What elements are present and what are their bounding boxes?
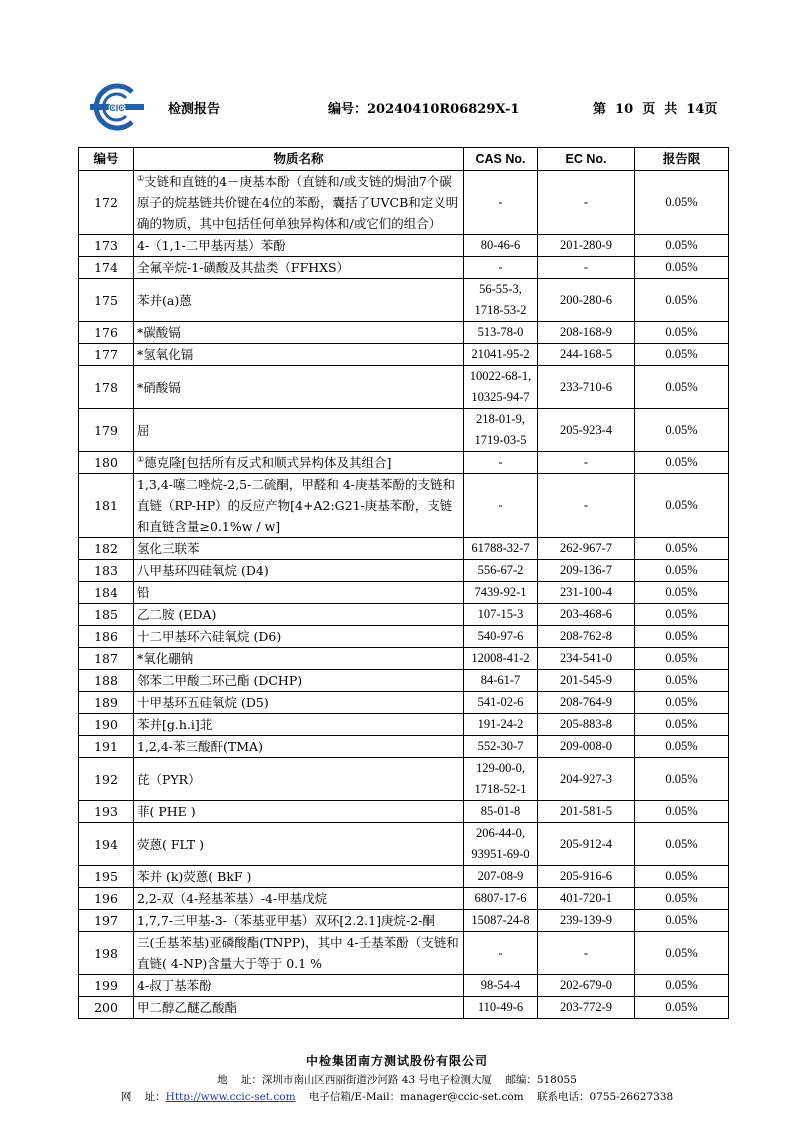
- row-number: 198: [79, 932, 134, 975]
- report-limit: 0.05%: [635, 997, 729, 1019]
- ec-number: 208-168-9: [538, 322, 635, 344]
- table-row: [79, 736, 729, 758]
- report-limit: 0.05%: [635, 235, 729, 257]
- row-number: 180: [79, 452, 134, 474]
- footer-address: 地 址：深圳市南山区西丽街道沙河路 43 号电子检测大厦 邮编：518055: [217, 1074, 577, 1086]
- page-footer: [0, 1052, 794, 1104]
- substance-name-cell: [134, 714, 464, 736]
- cas-number: -: [464, 932, 538, 975]
- table-row: [79, 648, 729, 670]
- row-number: 188: [79, 670, 134, 692]
- substance-name-cell: [134, 474, 464, 538]
- substance-name: 十二甲基环六硅氧烷 (D6): [137, 629, 282, 644]
- table-row: [79, 560, 729, 582]
- substance-name: 八甲基环四硅氧烷 (D4): [137, 563, 269, 578]
- ec-number: 201-545-9: [538, 670, 635, 692]
- substance-name: 1,3,4-噻二唑烷-2,5-二硫酮，甲醛和 4-庚基苯酚的支链和直链（RP-HP）的反应产物[4+A2:G21-庚基苯酚，支链和直链含量≥0.1%w / w]: [137, 477, 456, 534]
- report-limit: 0.05%: [635, 888, 729, 910]
- ec-number: 205-912-4: [538, 823, 635, 866]
- table-header-row: [79, 148, 729, 171]
- cas-number: 107-15-3: [464, 604, 538, 626]
- row-number: 176: [79, 322, 134, 344]
- ec-number: 205-883-8: [538, 714, 635, 736]
- report-limit: 0.05%: [635, 823, 729, 866]
- substance-name-cell: [134, 344, 464, 366]
- substance-name-cell: [134, 910, 464, 932]
- table-row: [79, 171, 729, 235]
- row-number: 183: [79, 560, 134, 582]
- cas-number: 85-01-8: [464, 801, 538, 823]
- cas-number: 56-55-3, 1718-53-2: [464, 279, 538, 322]
- table-row: [79, 257, 729, 279]
- table-row: [79, 975, 729, 997]
- table-row: [79, 670, 729, 692]
- report-limit: 0.05%: [635, 474, 729, 538]
- report-limit: 0.05%: [635, 604, 729, 626]
- column-header-no: 编号: [79, 148, 134, 171]
- cas-number: 556-67-2: [464, 560, 538, 582]
- table-row: [79, 344, 729, 366]
- substance-name: 1,2,4-苯三酸酐(TMA): [137, 739, 263, 754]
- ec-number: 208-764-9: [538, 692, 635, 714]
- ec-number: 233-710-6: [538, 366, 635, 409]
- cas-number: 552-30-7: [464, 736, 538, 758]
- row-number: 195: [79, 866, 134, 888]
- footer-company: 中检集团南方测试股份有限公司: [305, 1054, 488, 1068]
- report-limit: 0.05%: [635, 322, 729, 344]
- row-number: 182: [79, 538, 134, 560]
- substance-name: 1,7,7-三甲基-3-（苯基亚甲基）双环[2.2.1]庚烷-2-酮: [137, 913, 435, 928]
- ec-number: 204-927-3: [538, 758, 635, 801]
- row-number: 179: [79, 409, 134, 452]
- footer-contact: 电子信箱/E-Mail：manager@ccic-set.com 联系电话：0755-26627338: [308, 1091, 674, 1103]
- substance-name-cell: [134, 866, 464, 888]
- substance-name-cell: [134, 648, 464, 670]
- table-row: [79, 582, 729, 604]
- row-number: 175: [79, 279, 134, 322]
- cic-logo: [88, 82, 150, 132]
- report-limit: 0.05%: [635, 736, 729, 758]
- ec-number: 202-679-0: [538, 975, 635, 997]
- row-number: 189: [79, 692, 134, 714]
- report-limit: 0.05%: [635, 560, 729, 582]
- table-row: [79, 714, 729, 736]
- table-row: [79, 604, 729, 626]
- substance-name-cell: [134, 801, 464, 823]
- substance-table: [78, 147, 729, 1019]
- table-row: [79, 538, 729, 560]
- substance-name-cell: [134, 409, 464, 452]
- ec-number: -: [538, 932, 635, 975]
- cas-number: 541-02-6: [464, 692, 538, 714]
- report-limit: 0.05%: [635, 975, 729, 997]
- cas-number: -: [464, 474, 538, 538]
- row-number: 190: [79, 714, 134, 736]
- page-header: [88, 82, 728, 130]
- substance-name-cell: [134, 888, 464, 910]
- ec-number: 262-967-7: [538, 538, 635, 560]
- substance-name: 氢化三联苯: [137, 541, 200, 556]
- ec-number: 201-280-9: [538, 235, 635, 257]
- row-number: 196: [79, 888, 134, 910]
- report-limit: 0.05%: [635, 670, 729, 692]
- report-limit: 0.05%: [635, 409, 729, 452]
- column-header-limit: 报告限: [635, 148, 729, 171]
- substance-name: 荧蒽( FLT ): [137, 836, 204, 852]
- ec-number: 205-916-6: [538, 866, 635, 888]
- ec-number: 401-720-1: [538, 888, 635, 910]
- substance-name: 屈: [137, 422, 150, 438]
- table-row: [79, 452, 729, 474]
- ec-number: -: [538, 171, 635, 235]
- substance-name-cell: [134, 582, 464, 604]
- table-body: [79, 171, 729, 1019]
- substance-name-cell: [134, 257, 464, 279]
- table-row: [79, 866, 729, 888]
- substance-name-cell: [134, 171, 464, 235]
- row-number: 177: [79, 344, 134, 366]
- substance-name: 菲( PHE ): [137, 804, 196, 819]
- substance-name: 苯并 (k)荧蒽( BkF ): [137, 869, 252, 884]
- substance-name: 甲二醇乙醚乙酸酯: [137, 1000, 238, 1015]
- ec-number: 231-100-4: [538, 582, 635, 604]
- table-row: [79, 823, 729, 866]
- ec-number: 208-762-8: [538, 626, 635, 648]
- substance-name: 邻苯二甲酸二环己酯 (DCHP): [137, 673, 303, 688]
- table-row: [79, 692, 729, 714]
- ec-number: 201-581-5: [538, 801, 635, 823]
- footer-web-label: 网 址：: [120, 1091, 166, 1103]
- substance-name: *氢氧化镉: [137, 347, 194, 362]
- substance-name-cell: [134, 975, 464, 997]
- cas-number: 12008-41-2: [464, 648, 538, 670]
- row-number: 173: [79, 235, 134, 257]
- footer-web-line: [0, 1089, 794, 1104]
- column-header-name: 物质名称: [134, 148, 464, 171]
- report-limit: 0.05%: [635, 910, 729, 932]
- substance-name: *氧化硼钠: [137, 651, 194, 666]
- column-header-ec: EC No.: [538, 148, 635, 171]
- row-number: 193: [79, 801, 134, 823]
- cas-number: 84-61-7: [464, 670, 538, 692]
- cas-number: 98-54-4: [464, 975, 538, 997]
- substance-name-cell: [134, 560, 464, 582]
- footer-web-link[interactable]: Http://www.ccic-set.com: [165, 1091, 296, 1103]
- substance-name-cell: [134, 997, 464, 1019]
- ec-number: 203-468-6: [538, 604, 635, 626]
- substance-name: 苯并[g.h.i]苝: [137, 717, 213, 732]
- row-number: 184: [79, 582, 134, 604]
- footnote-marker: ①: [137, 454, 145, 464]
- report-limit: 0.05%: [635, 582, 729, 604]
- ec-number: 205-923-4: [538, 409, 635, 452]
- table-row: [79, 474, 729, 538]
- report-limit: 0.05%: [635, 801, 729, 823]
- table-row: [79, 279, 729, 322]
- cas-number: -: [464, 452, 538, 474]
- table-row: [79, 910, 729, 932]
- substance-name-cell: [134, 932, 464, 975]
- substance-name: 乙二胺 (EDA): [137, 607, 217, 622]
- table-row: [79, 997, 729, 1019]
- cas-number: 6807-17-6: [464, 888, 538, 910]
- ec-number: -: [538, 452, 635, 474]
- table-row: [79, 366, 729, 409]
- cas-number: 15087-24-8: [464, 910, 538, 932]
- cas-number: -: [464, 171, 538, 235]
- row-number: 181: [79, 474, 134, 538]
- substance-name-cell: [134, 279, 464, 322]
- page-indicator: 第 10 页 共 14页: [593, 102, 718, 117]
- table-row: [79, 235, 729, 257]
- substance-name-cell: [134, 670, 464, 692]
- cas-number: 129-00-0, 1718-52-1: [464, 758, 538, 801]
- report-limit: 0.05%: [635, 626, 729, 648]
- report-limit: 0.05%: [635, 692, 729, 714]
- table-row: [79, 409, 729, 452]
- cas-number: -: [464, 257, 538, 279]
- ec-number: 200-280-6: [538, 279, 635, 322]
- cas-number: 218-01-9, 1719-03-5: [464, 409, 538, 452]
- substance-name-cell: [134, 736, 464, 758]
- column-header-cas: CAS No.: [464, 148, 538, 171]
- ec-number: 244-168-5: [538, 344, 635, 366]
- substance-name: 4-（1,1-二甲基丙基）苯酚: [137, 238, 286, 253]
- substance-name-cell: [134, 452, 464, 474]
- substance-name-cell: [134, 626, 464, 648]
- report-limit: 0.05%: [635, 452, 729, 474]
- substance-name-cell: [134, 692, 464, 714]
- substance-name: 4-叔丁基苯酚: [137, 978, 212, 993]
- substance-name: *碳酸镉: [137, 325, 181, 340]
- cas-number: 540-97-6: [464, 626, 538, 648]
- report-limit: 0.05%: [635, 714, 729, 736]
- ec-number: -: [538, 257, 635, 279]
- cas-number: 206-44-0, 93951-69-0: [464, 823, 538, 866]
- report-limit: 0.05%: [635, 758, 729, 801]
- row-number: 197: [79, 910, 134, 932]
- cas-number: 80-46-6: [464, 235, 538, 257]
- cas-number: 7439-92-1: [464, 582, 538, 604]
- substance-name: 三(壬基苯基)亚磷酸酯(TNPP)，其中 4-壬基苯酚（支链和直链( 4-NP)含量大于等于 0.1 %: [137, 935, 459, 971]
- report-limit: 0.05%: [635, 932, 729, 975]
- substance-name: *硝酸镉: [137, 379, 181, 395]
- substance-name: 芘（PYR）: [137, 771, 201, 787]
- table-row: [79, 322, 729, 344]
- substance-name: 2,2-双（4-羟基苯基）-4-甲基戊烷: [137, 891, 328, 906]
- report-limit: 0.05%: [635, 366, 729, 409]
- ec-number: 234-541-0: [538, 648, 635, 670]
- substance-name: 苯并(a)蒽: [137, 292, 192, 308]
- substance-name-cell: [134, 823, 464, 866]
- logo-text: CIC: [109, 103, 125, 113]
- row-number: 186: [79, 626, 134, 648]
- row-number: 194: [79, 823, 134, 866]
- ec-number: 203-772-9: [538, 997, 635, 1019]
- cas-number: 61788-32-7: [464, 538, 538, 560]
- ec-number: 209-008-0: [538, 736, 635, 758]
- report-limit: 0.05%: [635, 866, 729, 888]
- substance-name-cell: [134, 366, 464, 409]
- report-limit: 0.05%: [635, 648, 729, 670]
- row-number: 174: [79, 257, 134, 279]
- report-number: 编号：20240410R06829X-1: [328, 102, 520, 117]
- cas-number: 513-78-0: [464, 322, 538, 344]
- table-row: [79, 801, 729, 823]
- substance-name: 德克隆[包括所有反式和顺式异构体及其组合]: [144, 455, 392, 470]
- report-limit: 0.05%: [635, 171, 729, 235]
- substance-name: 全氟辛烷-1-磺酸及其盐类（FFHXS）: [137, 260, 350, 275]
- row-number: 199: [79, 975, 134, 997]
- substance-name-cell: [134, 758, 464, 801]
- substance-name-cell: [134, 604, 464, 626]
- table-row: [79, 758, 729, 801]
- cas-number: 10022-68-1, 10325-94-7: [464, 366, 538, 409]
- ec-number: -: [538, 474, 635, 538]
- substance-name-cell: [134, 538, 464, 560]
- report-limit: 0.05%: [635, 279, 729, 322]
- row-number: 191: [79, 736, 134, 758]
- cas-number: 110-49-6: [464, 997, 538, 1019]
- substance-name: 十甲基环五硅氧烷 (D5): [137, 695, 269, 710]
- row-number: 185: [79, 604, 134, 626]
- report-limit: 0.05%: [635, 257, 729, 279]
- cas-number: 21041-95-2: [464, 344, 538, 366]
- cas-number: 191-24-2: [464, 714, 538, 736]
- report-limit: 0.05%: [635, 344, 729, 366]
- row-number: 187: [79, 648, 134, 670]
- substance-name: 支链和直链的4－庚基本酚（直链和/或支链的焗油7个碳原子的烷基链共价键在4位的苯酚，囊括了UVCB和定义明确的物质，其中包括任何单独异构体和/或它们的组合）: [137, 174, 459, 231]
- cas-number: 207-08-9: [464, 866, 538, 888]
- substance-name-cell: [134, 322, 464, 344]
- ec-number: 239-139-9: [538, 910, 635, 932]
- row-number: 178: [79, 366, 134, 409]
- substance-name-cell: [134, 235, 464, 257]
- row-number: 192: [79, 758, 134, 801]
- table-row: [79, 626, 729, 648]
- footnote-marker: ①: [137, 173, 145, 183]
- substance-name: 铅: [137, 585, 150, 600]
- report-title: 检测报告: [168, 102, 221, 117]
- table-row: [79, 932, 729, 975]
- ec-number: 209-136-7: [538, 560, 635, 582]
- row-number: 200: [79, 997, 134, 1019]
- row-number: 172: [79, 171, 134, 235]
- report-limit: 0.05%: [635, 538, 729, 560]
- table-row: [79, 888, 729, 910]
